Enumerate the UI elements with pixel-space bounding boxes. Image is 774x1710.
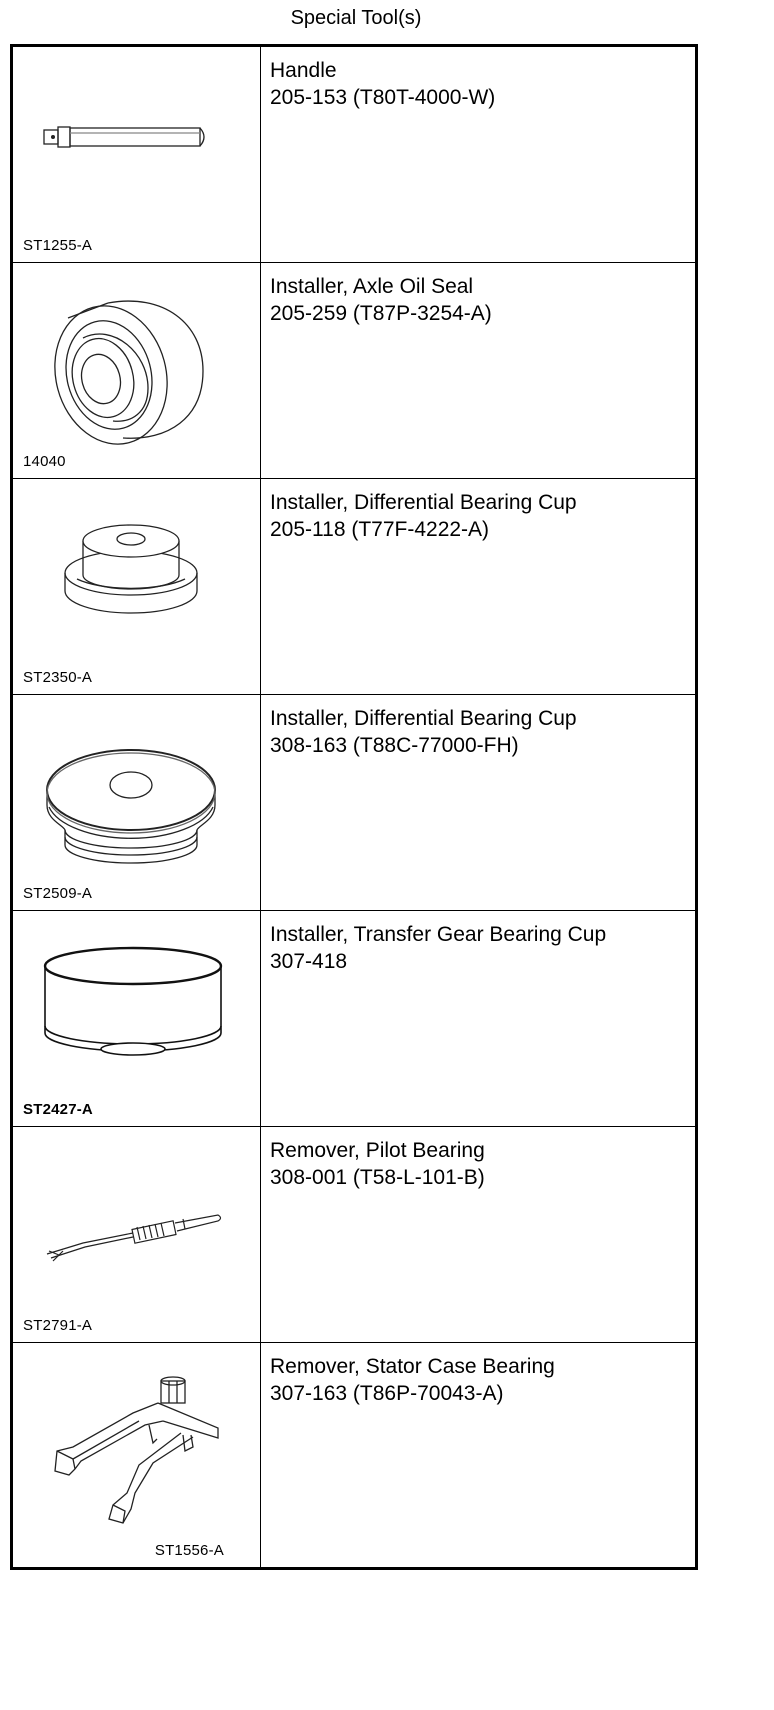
pilot-bearing-remover-illustration <box>13 1127 260 1342</box>
tool-number: 205-259 (T87P-3254-A) <box>270 302 492 325</box>
tool-description-cell <box>261 911 697 1127</box>
table-row <box>12 1343 697 1569</box>
page-title: Special Tool(s) <box>290 7 422 29</box>
tool-number: 205-118 (T77F-4222-A) <box>270 518 490 541</box>
table-row <box>12 911 697 1127</box>
table-row <box>12 46 697 263</box>
table-row <box>12 479 697 695</box>
tool-code: ST1556-A <box>154 1542 224 1559</box>
transfer-gear-bearing-cup-installer-illustration <box>13 911 260 1126</box>
stator-case-bearing-remover-illustration <box>13 1343 260 1567</box>
tool-code: ST2427-A <box>23 1101 93 1118</box>
tool-description-cell <box>261 46 697 263</box>
special-tools-table <box>10 44 698 1570</box>
tool-illustration-cell <box>12 1127 261 1343</box>
tool-number: 308-001 (T58-L-101-B) <box>270 1166 485 1189</box>
tool-code: 14040 <box>23 453 66 470</box>
tool-illustration-cell <box>12 46 261 263</box>
tool-number: 205-153 (T80T-4000-W) <box>270 86 496 109</box>
tool-name: Remover, Stator Case Bearing <box>270 1355 555 1378</box>
tool-number: 307-163 (T86P-70043-A) <box>270 1382 504 1405</box>
table-row <box>12 695 697 911</box>
table-row <box>12 1127 697 1343</box>
tool-description-cell <box>261 695 697 911</box>
tool-code: ST2791-A <box>23 1317 93 1334</box>
tool-description-cell <box>261 1127 697 1343</box>
tool-illustration-cell <box>12 911 261 1127</box>
tool-description-cell <box>261 263 697 479</box>
axle-oil-seal-installer-illustration <box>13 263 260 478</box>
tool-code: ST1255-A <box>23 237 93 254</box>
tool-name: Remover, Pilot Bearing <box>270 1139 485 1162</box>
tool-illustration-cell <box>12 263 261 479</box>
tool-name: Installer, Transfer Gear Bearing Cup <box>270 923 607 946</box>
differential-bearing-cup-installer-illustration <box>13 695 260 910</box>
tool-name: Installer, Differential Bearing Cup <box>270 707 577 730</box>
tool-description-cell <box>261 479 697 695</box>
tool-illustration-cell <box>12 1343 261 1569</box>
tool-name: Installer, Axle Oil Seal <box>270 275 474 298</box>
differential-bearing-cup-installer-illustration <box>13 479 260 694</box>
tool-name: Handle <box>270 59 337 82</box>
tool-number: 308-163 (T88C-77000-FH) <box>270 734 519 757</box>
handle-illustration <box>13 47 260 262</box>
tool-code: ST2350-A <box>23 669 93 686</box>
tool-illustration-cell <box>12 479 261 695</box>
tool-name: Installer, Differential Bearing Cup <box>270 491 577 514</box>
tool-illustration-cell <box>12 695 261 911</box>
table-row <box>12 263 697 479</box>
tool-code: ST2509-A <box>23 885 93 902</box>
tool-description-cell <box>261 1343 697 1569</box>
tool-number: 307-418 <box>270 950 348 973</box>
